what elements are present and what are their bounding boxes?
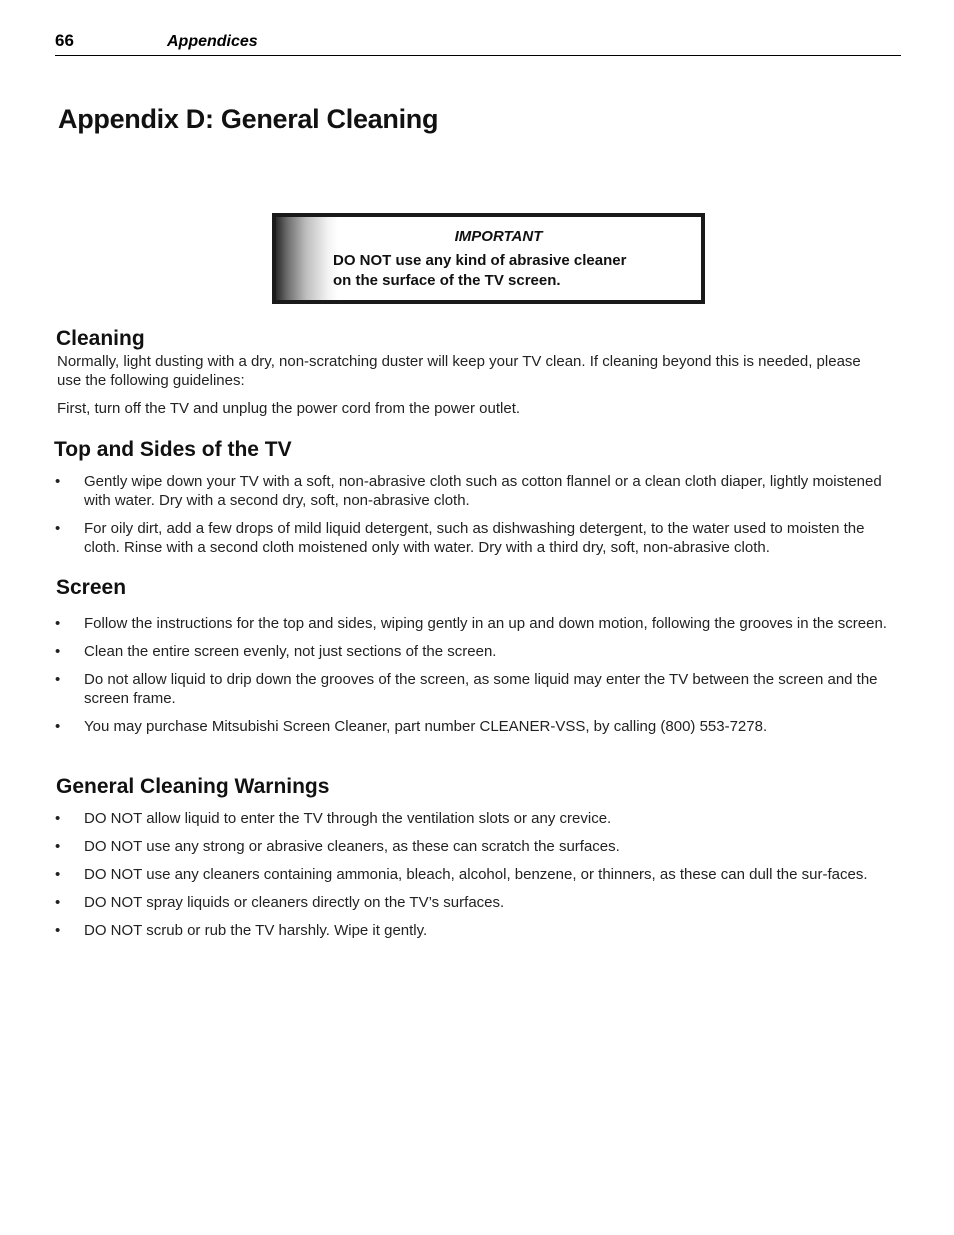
list-item-text: DO NOT use any cleaners containing ammonia, bleach, alcohol, benzene, or thinners, as these can dull the sur-faces.: [84, 866, 868, 883]
important-notice-box: [272, 213, 705, 304]
section-heading-screen: Screen: [56, 576, 127, 599]
list-item-text: DO NOT spray liquids or cleaners directly on the TV’s surfaces.: [84, 894, 505, 911]
list-item: [55, 893, 895, 912]
warnings-bullet-list: [55, 809, 895, 940]
list-item: [55, 865, 895, 884]
section-heading-warnings: General Cleaning Warnings: [56, 775, 330, 798]
list-item: [55, 717, 895, 736]
section-heading-cleaning: Cleaning: [56, 327, 145, 350]
important-heading: IMPORTANT: [454, 228, 543, 245]
page-header: [55, 30, 901, 56]
running-title: Appendices: [167, 33, 258, 50]
top-sides-bullet-list: [55, 472, 895, 557]
list-item: [55, 472, 895, 510]
list-item: [55, 614, 895, 633]
bullet-icon: •: [55, 643, 61, 660]
bullet-icon: •: [55, 473, 61, 490]
bullet-icon: •: [55, 866, 61, 883]
page-title: Appendix D: General Cleaning: [58, 104, 439, 134]
bullet-icon: •: [55, 922, 61, 939]
list-item: [55, 809, 895, 828]
important-body-line: DO NOT use any kind of abrasive cleaner: [333, 252, 627, 269]
important-body: [333, 251, 673, 290]
list-item: [55, 921, 895, 940]
cleaning-intro-paragraph: Normally, light dusting with a dry, non-scratching duster will keep your TV clean. If cleaning beyond this is needed, please use the following guidelines:: [57, 353, 861, 389]
list-item-text: DO NOT allow liquid to enter the TV through the ventilation slots or any crevice.: [84, 810, 612, 827]
page-number: 66: [55, 31, 74, 50]
cleaning-first-step-paragraph: First, turn off the TV and unplug the power cord from the power outlet.: [57, 400, 521, 417]
list-item-text: Do not allow liquid to drip down the grooves of the screen, as some liquid may enter the TV between the screen and the screen frame.: [84, 671, 878, 707]
section-heading-top-sides: Top and Sides of the TV: [54, 438, 292, 461]
important-body-line: on the surface of the TV screen.: [333, 271, 561, 289]
list-item-text: Gently wipe down your TV with a soft, non-abrasive cloth such as cotton flannel or a clean cloth diaper, lightly moistened with water. Dry with a second dry, soft, non-abrasive cloth.: [84, 473, 882, 509]
list-item-text: Follow the instructions for the top and sides, wiping gently in an up and down motion, following the grooves in the screen.: [84, 615, 887, 632]
list-item-text: Clean the entire screen evenly, not just sections of the screen.: [84, 643, 497, 660]
bullet-icon: •: [55, 718, 61, 735]
bullet-icon: •: [55, 810, 61, 827]
list-item: [55, 670, 895, 708]
bullet-icon: •: [55, 615, 61, 632]
list-item: [55, 642, 895, 661]
list-item-text: You may purchase Mitsubishi Screen Cleaner, part number CLEANER-VSS, by calling (800) 553-7278.: [84, 718, 768, 735]
bullet-icon: •: [55, 671, 61, 688]
list-item: [55, 519, 895, 557]
list-item: [55, 837, 895, 856]
list-item-text: DO NOT scrub or rub the TV harshly. Wipe it gently.: [84, 922, 428, 939]
bullet-icon: •: [55, 520, 61, 537]
list-item-text: For oily dirt, add a few drops of mild liquid detergent, such as dishwashing detergent, to the water used to moisten the cloth. Rinse with a second cloth moistened only with water. Dry with a third dry, soft, non-abrasive cloth.: [84, 520, 865, 556]
bullet-icon: •: [55, 838, 61, 855]
bullet-icon: •: [55, 894, 61, 911]
screen-bullet-list: [55, 614, 895, 736]
list-item-text: DO NOT use any strong or abrasive cleaners, as these can scratch the surfaces.: [84, 838, 620, 855]
